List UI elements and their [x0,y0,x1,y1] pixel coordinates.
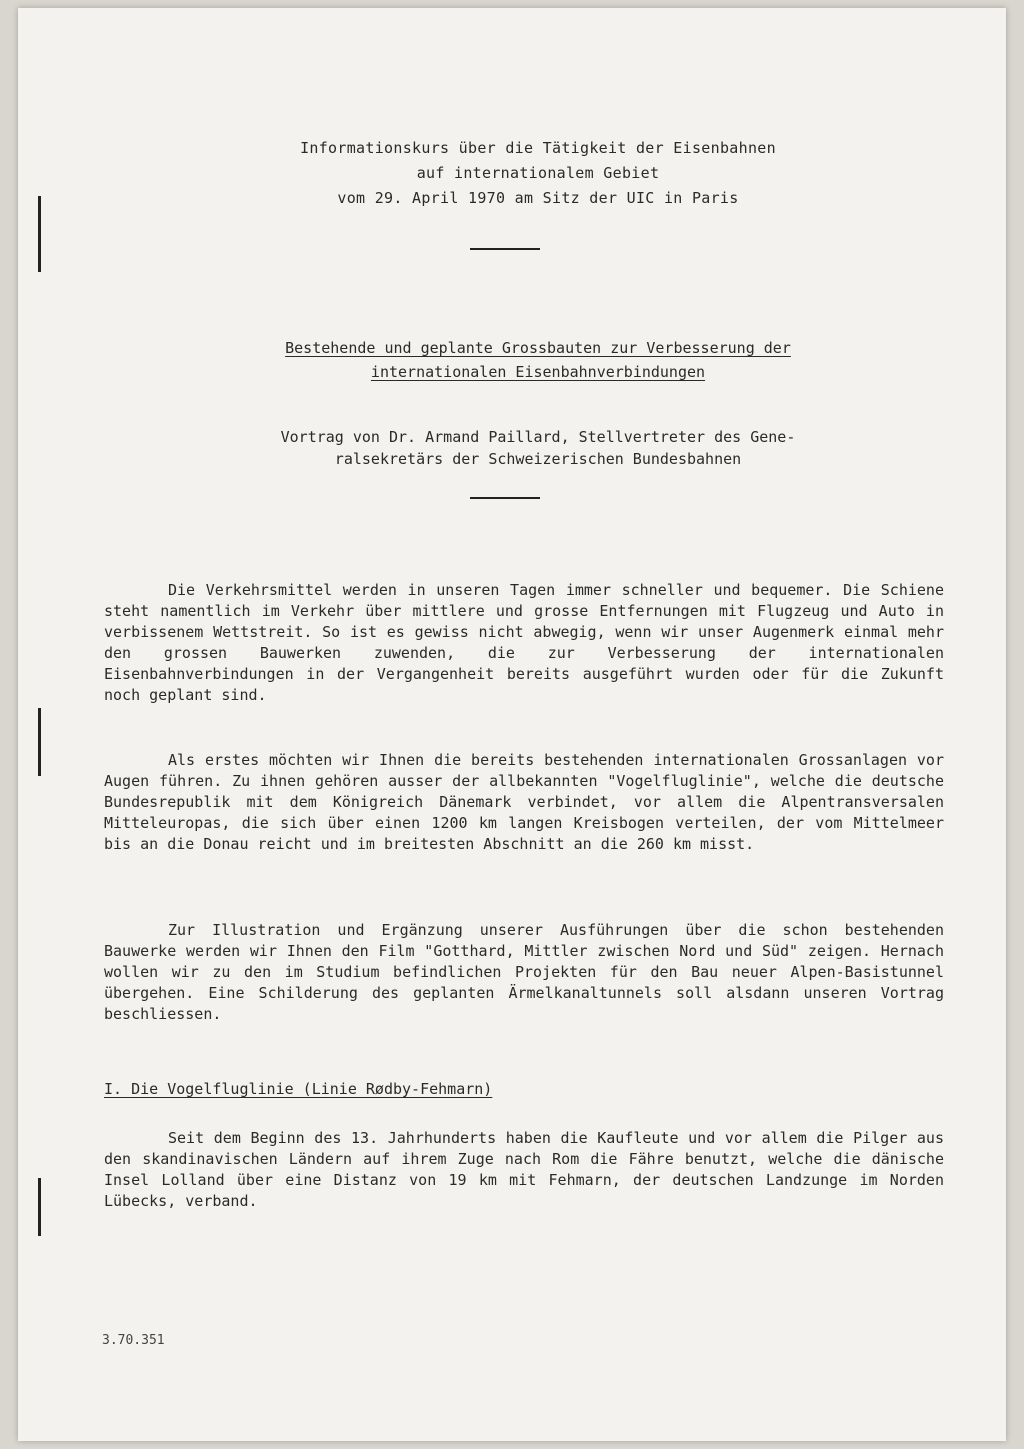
author-text: ralsekretärs der Schweizerischen Bundesbahnen [334,450,742,468]
separator-rule [470,248,540,250]
paragraph: Die Verkehrsmittel werden in unseren Tagen immer schneller und bequemer. Die Schiene steht namentlich im Verkehr über mittlere und grosse Entfernungen mit Flugzeug und Auto in verbissenem Wettstreit. So ist es gewiss nicht abwegig, wenn wir unser Augenmerk einmal mehr den grossen Bauwerken zuwenden, die zur Verbesserung der internationalen Eisenbahnverbindungen in der Vergangenheit bereits ausgeführt wurden oder für die Zukunft noch geplant sind. [104,581,944,704]
paragraph: Zur Illustration und Ergänzung unserer Ausführungen über die schon bestehenden Bauwerke werden wir Ihnen den Film "Gotthard, Mittler zwischen Nord und Süd" zeigen. Hernach wollen wir zu den im Studium befindlichen Projekten für den Bau neuer Alpen-Basistunnel übergehen. Eine Schilderung des geplanten Ärmelkanaltunnels soll alsdann unseren Vortrag beschliessen. [104,921,944,1023]
separator-rule [470,497,540,499]
document-page [18,8,1006,1441]
author-line [128,426,948,470]
title-line: Bestehende und geplante Grossbauten zur Verbesserung der [285,339,791,357]
margin-bar [38,708,41,776]
header-line: auf internationalem Gebiet [416,164,660,182]
document-header [118,136,958,211]
header-line: Informationskurs über die Tätigkeit der Eisenbahnen [300,139,776,157]
author-text: Vortrag von Dr. Armand Paillard, Stellvertreter des Gene- [280,428,796,446]
header-line: vom 29. April 1970 am Sitz der UIC in Paris [337,189,739,207]
paragraph: Seit dem Beginn des 13. Jahrhunderts haben die Kaufleute und vor allem die Pilger aus den skandinavischen Ländern auf ihrem Zuge nach Rom die Fähre benutzt, welche die dänische Insel Lolland über eine Distanz von 19 km mit Fehmarn, der deutschen Landzunge im Norden Lübecks, verband. [104,1129,944,1210]
lecture-title [118,336,958,384]
margin-bar [38,196,41,272]
margin-bar [38,1178,41,1236]
section-heading: I. Die Vogelfluglinie (Linie Rødby-Fehmarn) [104,1080,493,1098]
paragraph: Als erstes möchten wir Ihnen die bereits bestehenden internationalen Grossanlagen vor Augen führen. Zu ihnen gehören ausser der allbekannten "Vogelfluglinie", welche die deutsche Bundesrepublik mit dem Königreich Dänemark verbindet, vor allem die Alpentransversalen Mitteleuropas, die sich über einen 1200 km langen Kreisbogen verteilen, der vom Mittelmeer bis an die Donau reicht und im breitesten Abschnitt an die 260 km misst. [104,751,944,853]
document-code: 3.70.351 [102,1333,165,1348]
title-line: internationalen Eisenbahnverbindungen [370,363,706,381]
